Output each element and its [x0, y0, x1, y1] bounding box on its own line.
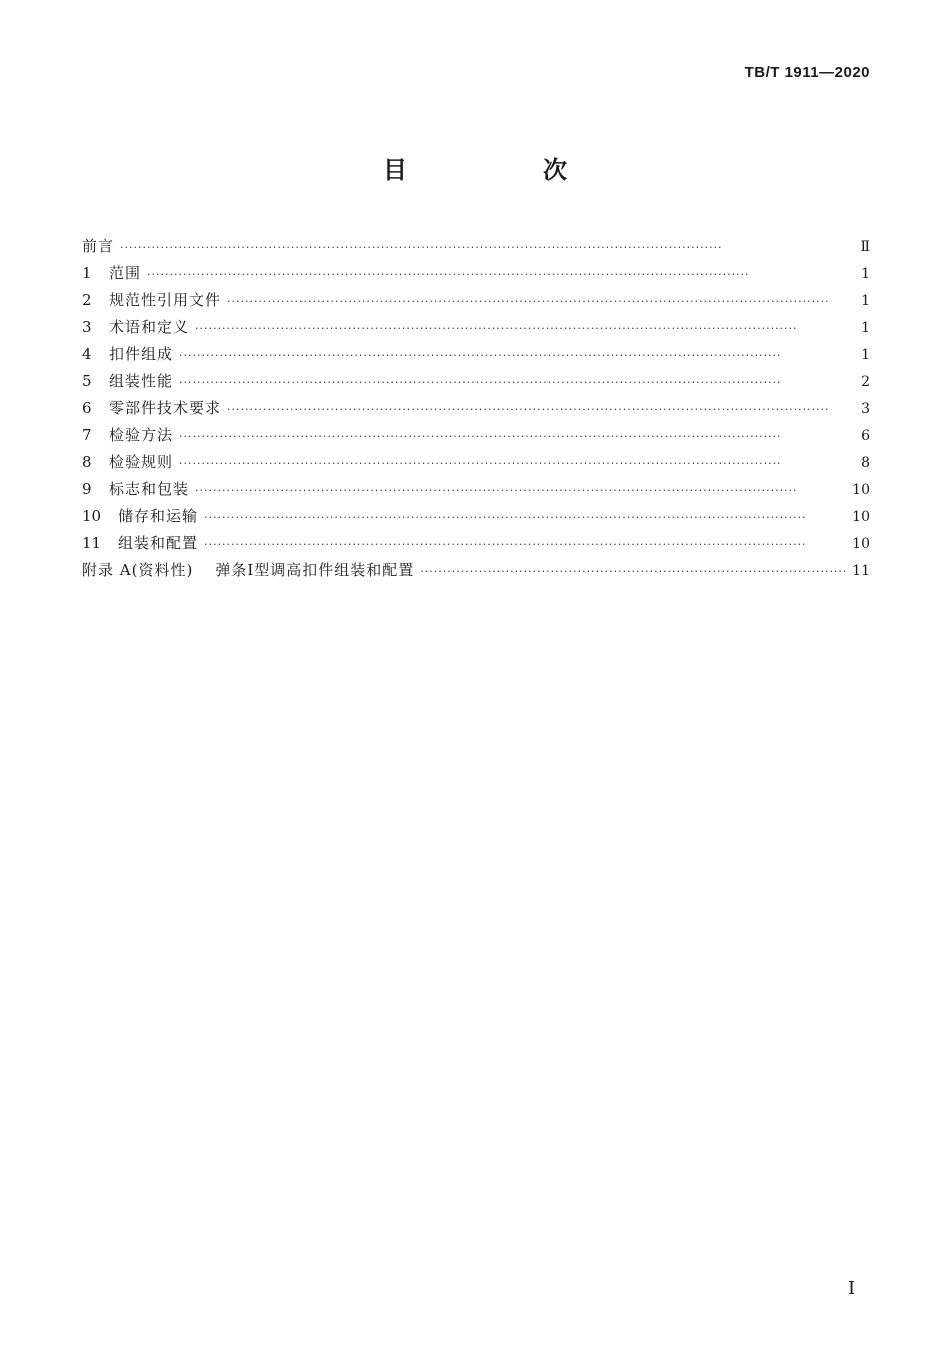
toc-dot-leader: [204, 504, 846, 531]
toc-entry-7[interactable]: [82, 422, 870, 449]
toc-entry-number: 5: [82, 372, 92, 390]
toc-dot-leader: [204, 531, 846, 558]
toc-entry-number: 4: [82, 345, 92, 363]
toc-entry-text: 标志和包装: [109, 480, 190, 498]
toc-entry-text: 储存和运输: [118, 507, 199, 525]
toc-entry-8[interactable]: [82, 449, 870, 476]
toc-dot-leader: [120, 234, 854, 261]
toc-entry-number: 10: [82, 507, 102, 525]
toc-entry-text: 术语和定义: [109, 318, 190, 336]
toc-entry-page: 1: [861, 293, 870, 309]
toc-entry-page: 10: [852, 482, 870, 498]
page-number: I: [848, 1278, 856, 1299]
toc-entry-page: 11: [852, 563, 870, 579]
toc-entry-11[interactable]: [82, 530, 870, 557]
toc-entry-text: 零部件技术要求: [109, 399, 222, 417]
toc-entry-4[interactable]: [82, 341, 870, 368]
toc-entry-9[interactable]: [82, 476, 870, 503]
toc-dot-leader: [179, 369, 854, 396]
toc-entry-foreword[interactable]: [82, 233, 870, 260]
toc-dot-leader: [195, 477, 846, 504]
toc-entry-page: 1: [861, 347, 870, 363]
standard-code: TB/T 1911—2020: [744, 64, 870, 81]
toc-entry-number: 7: [82, 426, 92, 444]
table-of-contents: [82, 233, 870, 584]
toc-entry-text: 检验规则: [109, 453, 174, 471]
toc-entry-6[interactable]: [82, 395, 870, 422]
toc-dot-leader: [195, 315, 854, 342]
toc-entry-10[interactable]: [82, 503, 870, 530]
toc-entry-page: 1: [861, 266, 870, 282]
toc-dot-leader: [147, 261, 854, 288]
toc-entry-page: 10: [852, 536, 870, 552]
toc-entry-2[interactable]: [82, 287, 870, 314]
toc-entry-page: 8: [861, 455, 870, 471]
toc-dot-leader: [179, 342, 854, 369]
toc-dot-leader: [179, 450, 854, 477]
toc-entry-number: 3: [82, 318, 92, 336]
toc-entry-text: 组装和配置: [118, 534, 199, 552]
toc-entry-page: Ⅱ: [860, 239, 870, 255]
toc-entry-annex-a[interactable]: [82, 557, 870, 584]
toc-entry-text: 范围: [109, 264, 142, 282]
toc-entry-text: 扣件组成: [109, 345, 174, 363]
toc-entry-number: 2: [82, 291, 92, 309]
toc-entry-number: 8: [82, 453, 92, 471]
toc-entry-number: 9: [82, 480, 92, 498]
toc-entry-3[interactable]: [82, 314, 870, 341]
toc-title: 目 次: [383, 156, 623, 184]
toc-dot-leader: [227, 396, 854, 423]
toc-entry-5[interactable]: [82, 368, 870, 395]
toc-entry-text: 规范性引用文件: [109, 291, 222, 309]
toc-dot-leader: [227, 288, 854, 315]
toc-entry-page: 2: [861, 374, 870, 390]
toc-annex-label: 附录 A(资料性): [82, 561, 194, 579]
toc-entry-page: 10: [852, 509, 870, 525]
toc-entry-number: 11: [82, 534, 102, 552]
toc-dot-leader: [179, 423, 854, 450]
toc-entry-text: 组装性能: [109, 372, 174, 390]
toc-entry-page: 6: [861, 428, 870, 444]
toc-entry-page: 1: [861, 320, 870, 336]
toc-entry-1[interactable]: [82, 260, 870, 287]
toc-entry-text: 前言: [82, 237, 115, 255]
toc-entry-number: 6: [82, 399, 92, 417]
toc-entry-page: 3: [861, 401, 870, 417]
toc-entry-number: 1: [82, 264, 92, 282]
toc-annex-title: 弹条Ⅰ型调高扣件组装和配置: [215, 561, 415, 579]
toc-dot-leader: [420, 558, 846, 585]
toc-entry-text: 检验方法: [109, 426, 174, 444]
